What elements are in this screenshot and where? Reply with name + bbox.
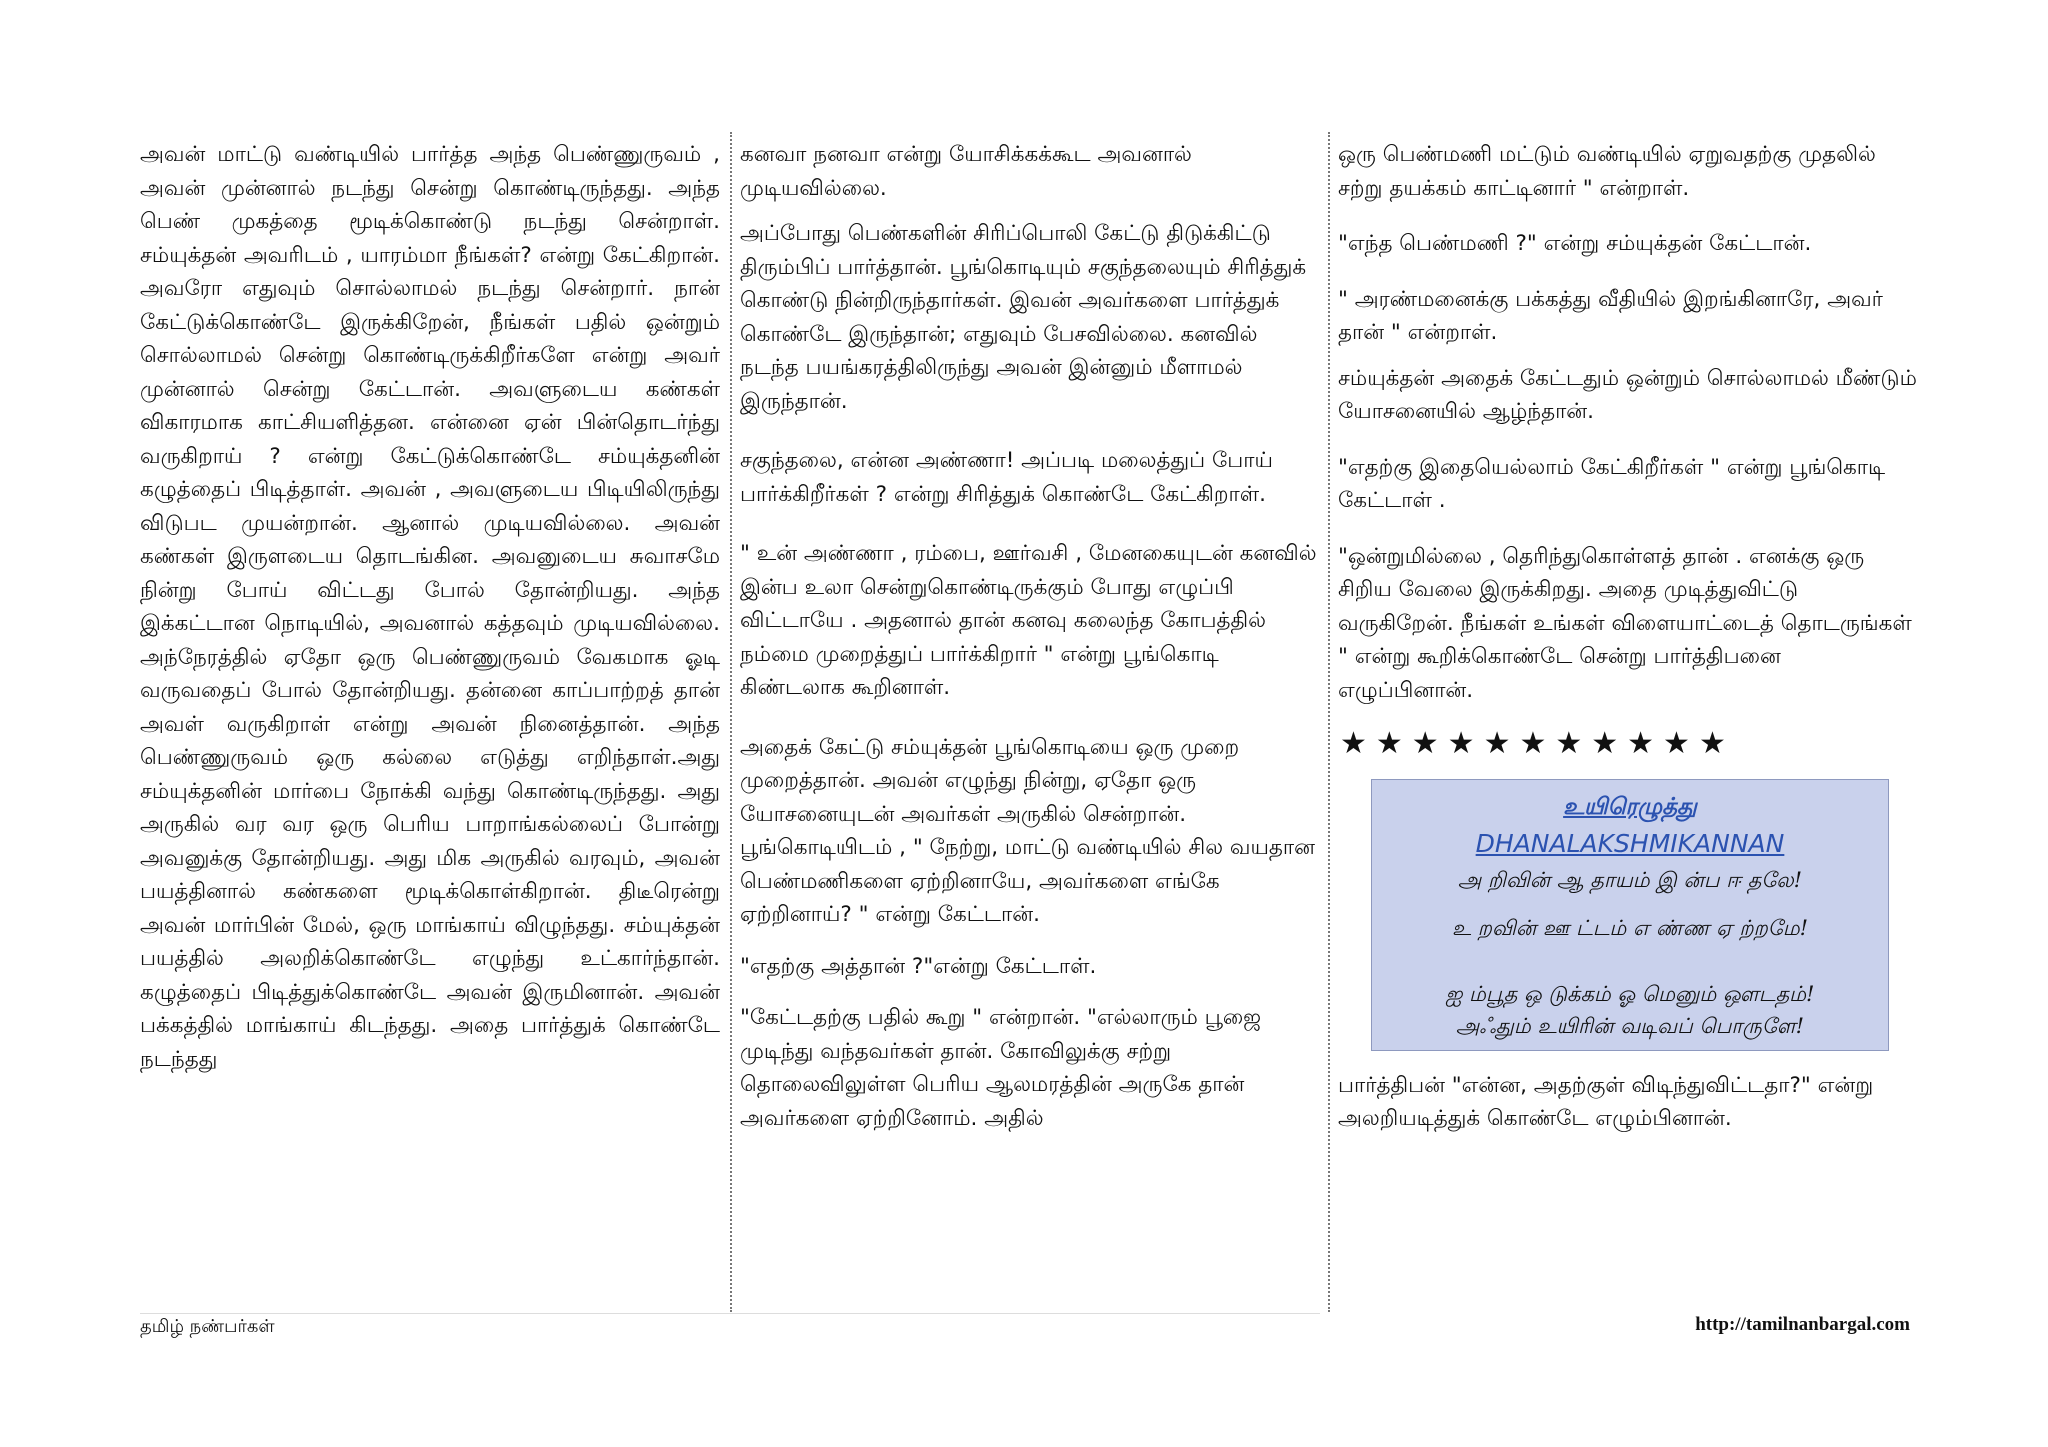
paragraph: " அரண்மனைக்கு பக்கத்து வீதியில் இறங்கினாரே, அவர் தான் " என்றாள்.: [1338, 286, 1883, 345]
paragraph: கனவா நனவா என்று யோசிக்கக்கூட அவனால் முடியவில்லை.: [740, 142, 1192, 201]
footer-url-link[interactable]: http://tamilnanbargal.com: [1695, 1314, 1910, 1335]
paragraph: "எதற்கு அத்தான் ?"என்று கேட்டாள்.: [740, 953, 1097, 979]
poem-line: ஐ ம்பூத ஒ டுக்கம் ஓ மெனும் ஔடதம்!: [1445, 981, 1815, 1006]
paragraph: பார்த்திபன் "என்ன, அதற்குள் விடிந்துவிட்டதா?" என்று அலறியடித்துக் கொண்டே எழும்பினான்.: [1338, 1072, 1874, 1131]
footer-divider: [140, 1313, 1320, 1314]
column-divider: [1328, 132, 1330, 1312]
footer-site-name: தமிழ் நண்பர்கள்: [140, 1316, 275, 1337]
column-2: [740, 138, 1320, 1147]
paragraph: "கேட்டதற்கு பதில் கூறு " என்றான். "எல்லாரும் பூஜை முடிந்து வந்தவர்கள் தான். கோவிலுக்கு சற்று தொலைவிலுள்ள பெரிய ஆலமரத்தின் அருகே தான் அவர்களை ஏற்றினோம். அதில்: [740, 1005, 1262, 1131]
paragraph: " உன் அண்ணா , ரம்பை, ஊர்வசி , மேனகையுடன் கனவில் இன்ப உலா சென்றுகொண்டிருக்கும் போது எழுப்பி விட்டாயே . அதனால் தான் கனவு கலைந்த கோபத்தில் நம்மை முறைத்துப் பார்க்கிறார் " என்று பூங்கொடி கிண்டலாக கூறினாள்.: [740, 541, 1317, 700]
star-divider: ★★★★★★★★★★★: [1340, 726, 1735, 761]
paragraph: ஒரு பெண்மணி மட்டும் வண்டியில் ஏறுவதற்கு முதலில் சற்று தயக்கம் காட்டினார் " என்றாள்.: [1338, 142, 1876, 201]
poem-title-link[interactable]: உயிரெழுத்து: [1563, 793, 1697, 820]
paragraph: "ஒன்றுமில்லை , தெரிந்துகொள்ளத் தான் . எனக்கு ஒரு சிறிய வேலை இருக்கிறது. அதை முடித்துவிட்டு வருகிறேன். நீங்கள் உங்கள் விளையாட்டைத் தொடருங்கள் " என்று கூறிக்கொண்டே சென்று பார்த்திபனை எழுப்பினான்.: [1338, 543, 1912, 703]
column-1: [140, 138, 720, 1088]
column-divider: [730, 132, 732, 1312]
column-3: [1338, 138, 1918, 1148]
paragraph: அதைக் கேட்டு சம்யுக்தன் பூங்கொடியை ஒரு முறை முறைத்தான். அவன் எழுந்து நின்று, ஏதோ ஒரு யோசனையுடன் அவர்கள் அருகில் சென்றான். பூங்கொடியிடம் , " நேற்று, மாட்டு வண்டியில் சில வயதான பெண்மணிகளை ஏற்றினாயே, அவர்களை எங்கே ஏற்றினாய்? " என்று கேட்டான்.: [740, 734, 1315, 927]
poem-line: அ றிவின் ஆ தாயம் இ ன்ப ஈ தலே!: [1457, 867, 1803, 892]
poem-author-link[interactable]: DHANALAKSHMIKANNAN: [1475, 828, 1785, 858]
poem-line: உ றவின் ஊ ட்டம் எ ண்ண ஏ ற்றமே!: [1451, 915, 1809, 940]
paragraph: அவன் மாட்டு வண்டியில் பார்த்த அந்த பெண்ணுருவம் , அவன் முன்னால் நடந்து சென்று கொண்டிருந்தது. அந்த பெண் முகத்தை மூடிக்கொண்டு நடந்து சென்றாள். சம்யுக்தன் அவரிடம் , யாரம்மா நீங்கள்? என்று கேட்கிறான். அவரோ எதுவும் சொல்லாமல் நடந்து சென்றார். நான் கேட்டுக்கொண்டே இருக்கிறேன், நீங்கள் பதில் ஒன்றும் சொல்லாமல் சென்று கொண்டிருக்கிறீர்களே என்று அவர் முன்னால் சென்று கேட்டான். அவளுடைய கண்கள் விகாரமாக காட்சியளித்தன. என்னை ஏன் பின்தொடர்ந்து வருகிறாய் ? என்று கேட்டுக்கொண்டே சம்யுக்தனின் கழுத்தைப் பிடித்தாள். அவன் , அவளுடைய பிடியிலிருந்து விடுபட முயன்றான். ஆனால் முடியவில்லை. அவன் கண்கள் இருளடைய தொடங்கின. அவனுடைய சுவாசமே நின்று போய் விட்டது போல் தோன்றியது. அந்த இக்கட்டான நொடியில், அவனால் கத்தவும் முடியவில்லை. அந்நேரத்தில் ஏதோ ஒரு பெண்ணுருவம் வேகமாக ஓடி வருவதைப் போல் தோன்றியது. தன்னை காப்பாற்றத் தான் அவள் வருகிறாள் என்று அவன் நினைத்தான். அந்த பெண்ணுருவம் ஒரு கல்லை எடுத்து எறிந்தாள்.அது சம்யுக்தனின் மார்பை நோக்கி வந்து கொண்டிருந்தது. அது அருகில் வர வர ஒரு பெரிய பாறாங்கல்லைப் போன்று அவனுக்கு தோன்றியது. அது மிக அருகில் வரவும், அவன் பயத்தினால் கண்களை மூடிக்கொள்கிறான். திடீரென்று அவன் மார்பின் மேல், ஒரு மாங்காய் விழுந்தது. சம்யுக்தன் பயத்தில் அலறிக்கொண்டே எழுந்து உட்கார்ந்தான். கழுத்தைப் பிடித்துக்கொண்டே அவன் இருமினான். அவன் பக்கத்தில் மாங்காய் கிடந்தது. அதை பார்த்துக் கொண்டே நடந்தது: [140, 142, 720, 1072]
paragraph: அப்போது பெண்களின் சிரிப்பொலி கேட்டு திடுக்கிட்டு திரும்பிப் பார்த்தான். பூங்கொடியும் சகுந்தலையும் சிரித்துக் கொண்டு நின்றிருந்தார்கள். இவன் அவர்களை பார்த்துக் கொண்டே இருந்தான்; எதுவும் பேசவில்லை. கனவில் நடந்த பயங்கரத்திலிருந்து அவன் இன்னும் மீளாமல் இருந்தான்.: [740, 221, 1307, 414]
poem-line: அஃதும் உயிரின் வடிவப் பொருளே!: [1455, 1013, 1805, 1038]
paragraph: "எந்த பெண்மணி ?" என்று சம்யுக்தன் கேட்டான்.: [1338, 231, 1812, 256]
paragraph: சகுந்தலை, என்ன அண்ணா! அப்படி மலைத்துப் போய் பார்க்கிறீர்கள் ? என்று சிரித்துக் கொண்டே கேட்கிறாள்.: [740, 448, 1273, 507]
paragraph: "எதற்கு இதையெல்லாம் கேட்கிறீர்கள் " என்று பூங்கொடி கேட்டாள் .: [1338, 454, 1886, 513]
paragraph: சம்யுக்தன் அதைக் கேட்டதும் ஒன்றும் சொல்லாமல் மீண்டும் யோசனையில் ஆழ்ந்தான்.: [1338, 365, 1917, 424]
poem-box: [1371, 779, 1889, 1051]
